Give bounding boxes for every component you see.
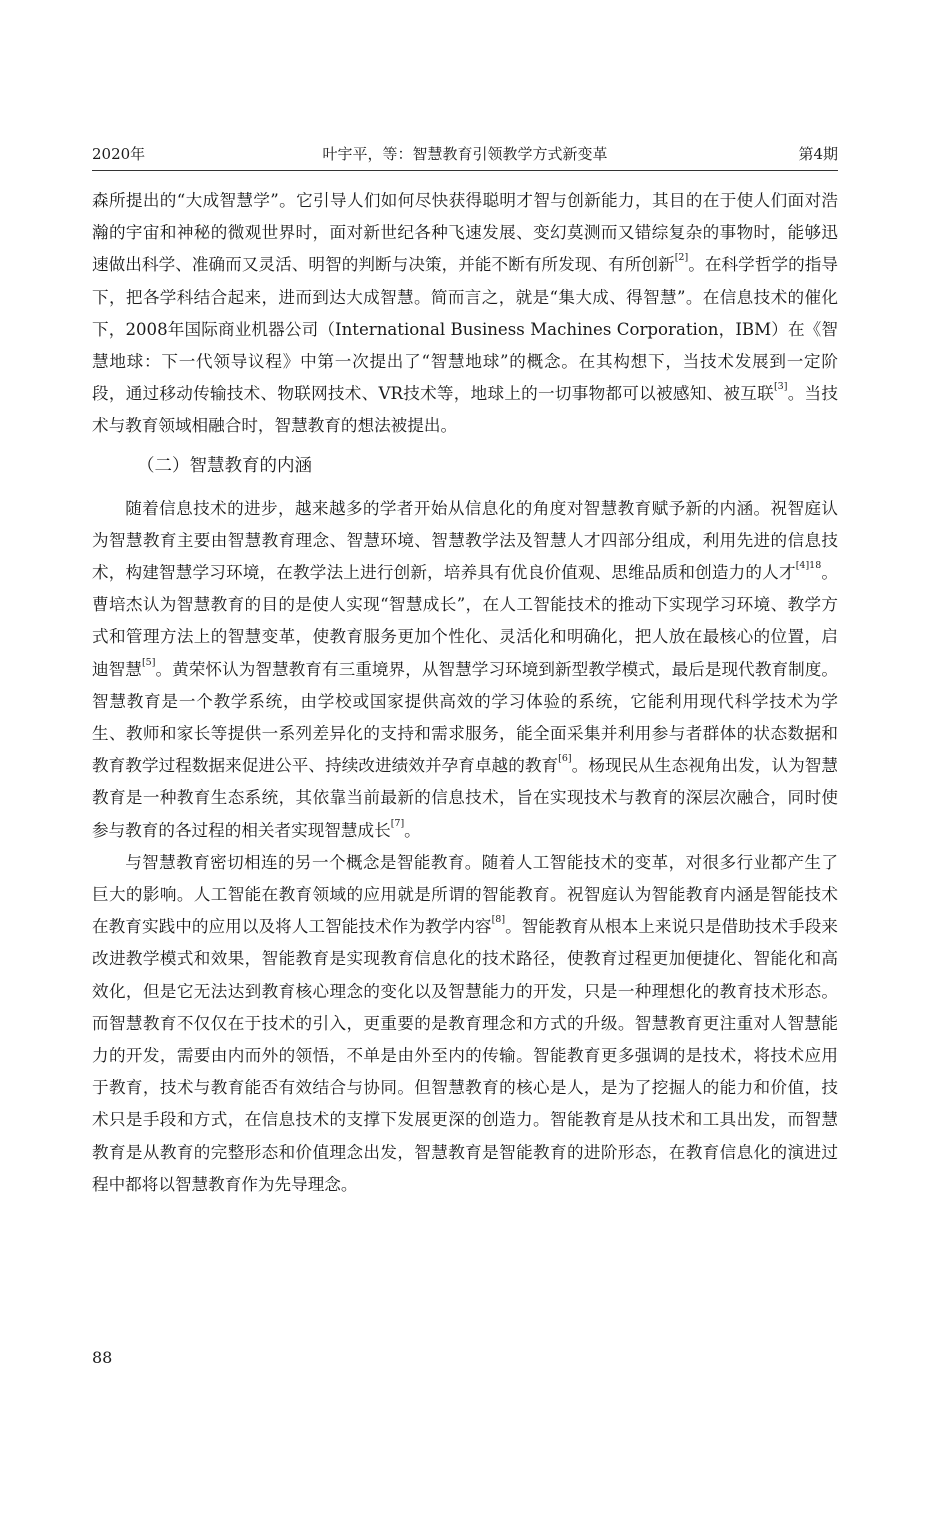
citation-marker: [2] — [674, 252, 689, 264]
paragraph-text: 。黄荣怀认为智慧教育有三重境界，从智慧学习环境到新型教学模式，最后是现代教育制度。智慧教育是一个教学系统，由学校或国家提供高效的学习体验的系统，它能利用现代科学技术为学生、教师和家长等提供一系列差异化的支持和需求服务，能全面采集并利用参与者群体的状态数据和教育教学过程数据来促进公平、持续改进绩效并孕育卓越的教育 — [92, 659, 839, 776]
paragraph-text: 。 — [404, 820, 421, 840]
section-heading: （二）智慧教育的内涵 — [137, 455, 312, 476]
paragraph-2 — [92, 493, 838, 847]
citation-marker: [6] — [558, 753, 572, 765]
paragraph-text: 。在科学哲学的指导下，把各学科结合起来，进而到达大成智慧。简而言之，就是“集大成、得智慧”。在信息技术的催化下，2008年国际商业机器公司（International Business Machines Corporation，IBM）在《智慧地球：下一代领导议程》中第一次提出了“智慧地球”的概念。在其构想下，当技术发展到一定阶段，通过移动传输技术、物联网技术、VR技术等，地球上的一切事物都可以被感知、被互联 — [92, 255, 839, 404]
header-rule — [92, 170, 838, 171]
citation-marker: [5] — [141, 656, 156, 668]
citation-marker: [3] — [773, 381, 788, 393]
paragraph-text: 随着信息技术的进步，越来越多的学者开始从信息化的角度对智慧教育赋予新的内涵。祝智庭认为智慧教育主要由智慧教育理念、智慧环境、智慧教学法及智慧人才四部分组成，利用先进的信息技术，构建智慧学习环境，在教学法上进行创新，培养具有优良价值观、思维品质和创造力的人才 — [92, 498, 838, 583]
paragraph-3 — [92, 847, 838, 1201]
paragraph-1 — [92, 185, 838, 443]
paragraph-text: 。当技术与教育领域相融合时，智慧教育的想法被提出。 — [92, 384, 838, 436]
citation-marker: [7] — [390, 817, 405, 829]
citation-marker: [4]18 — [795, 560, 822, 572]
paragraph-text: 。智能教育从根本上来说只是借助技术手段来改进教学模式和效果，智能教育是实现教育信息化的技术路径，使教育过程更加便捷化、智能化和高效化，但是它无法达到教育核心理念的变化以及智慧能力的开发，只是一种理想化的教育技术形态。而智慧教育不仅仅在于技术的引入，更重要的是教育理念和方式的升级。智慧教育更注重对人智慧能力的开发，需要由内而外的领悟，不单是由外至内的传输。智能教育更多强调的是技术，将技术应用于教育，技术与教育能否有效结合与协同。但智慧教育的核心是人，是为了挖掘人的能力和价值，技术只是手段和方式，在信息技术的支撑下发展更深的创造力。智能教育是从技术和工具出发，而智慧教育是从教育的完整形态和价值理念出发，智慧教育是智能教育的进阶形态，在教育信息化的演进过程中都将以智慧教育作为先导理念。 — [92, 917, 838, 1194]
header-title: 叶宇平，等：智慧教育引领教学方式新变革 — [322, 145, 608, 163]
paragraph-text: 与智慧教育密切相连的另一个概念是智能教育。随着人工智能技术的变革，对很多行业都产生了巨大的影响。人工智能在教育领域的应用就是所谓的智能教育。祝智庭认为智能教育内涵是智能技术在教育实践中的应用以及将人工智能技术作为教学内容 — [92, 852, 838, 937]
page-number: 88 — [92, 1348, 113, 1367]
paragraph-text: 。曹培杰认为智慧教育的目的是使人实现“智慧成长”，在人工智能技术的推动下实现学习环境、教学方式和管理方法上的智慧变革，使教育服务更加个性化、灵活化和明确化，把人放在最核心的位置，启迪智慧 — [92, 563, 839, 679]
running-header — [92, 143, 838, 167]
header-year: 2020年 — [92, 145, 146, 163]
paragraph-text: 森所提出的“大成智慧学”。它引导人们如何尽快获得聪明才智与创新能力，其目的在于使人们面对浩瀚的宇宙和神秘的微观世界时，面对新世纪各种飞速发展、变幻莫测而又错综复杂的事物时，能够迅速做出科学、准确而又灵活、明智的判断与决策，并能不断有所发现、有所创新 — [92, 191, 838, 275]
article-body — [92, 185, 838, 1201]
paragraph-text: 。杨现民从生态视角出发，认为智慧教育是一种教育生态系统，其依靠当前最新的信息技术，旨在实现技术与教育的深层次融合，同时使参与教育的各过程的相关者实现智慧成长 — [92, 756, 838, 840]
header-issue: 第4期 — [798, 145, 838, 163]
citation-marker: [8] — [491, 914, 506, 926]
